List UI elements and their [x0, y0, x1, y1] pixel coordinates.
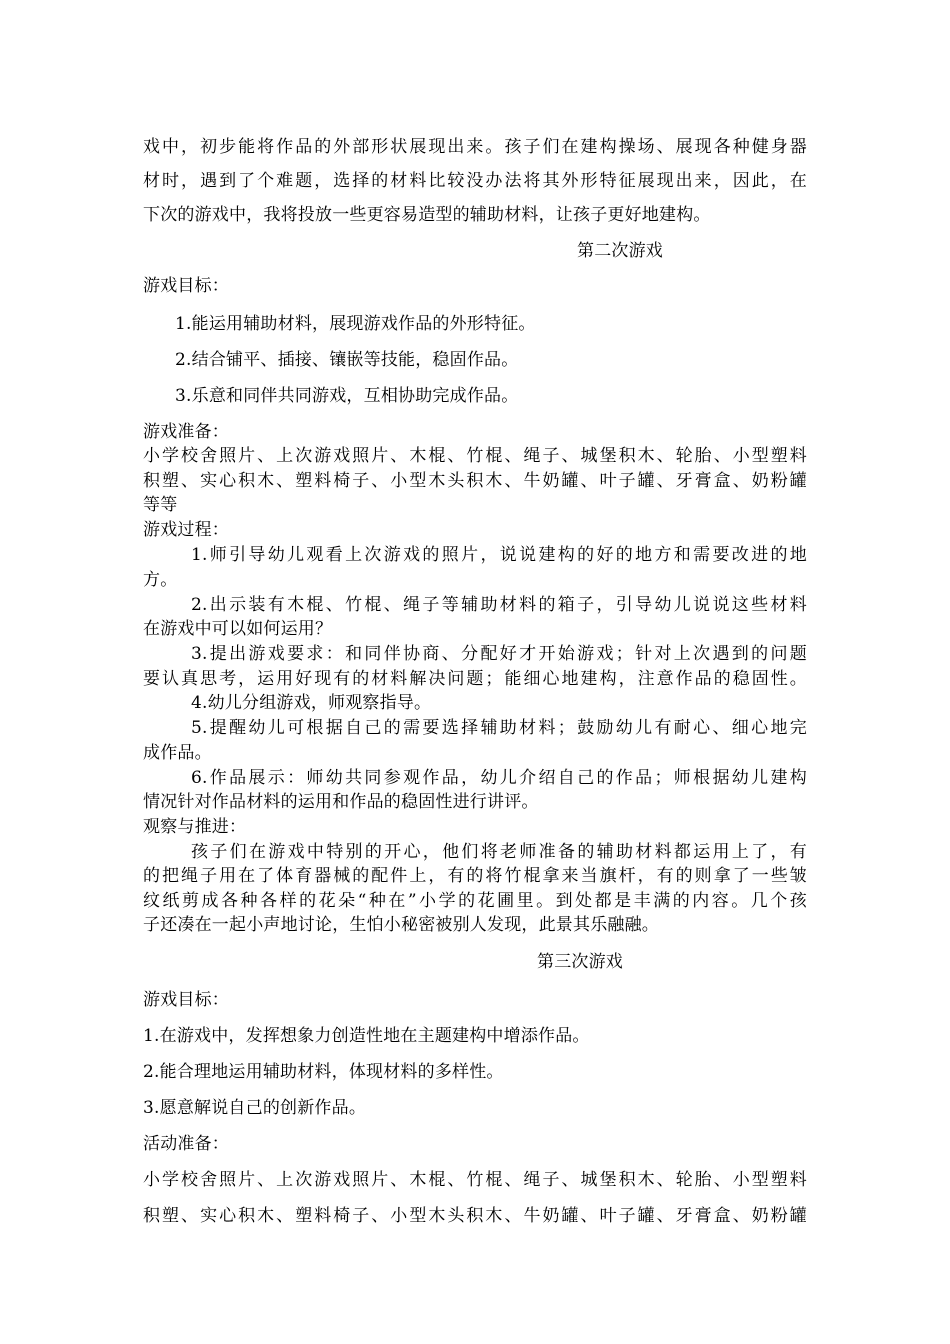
list-item: 3.乐意和同伴共同游戏，互相协助完成作品。 — [175, 386, 519, 406]
paragraph-line: 的把绳子用在了体育器械的配件上，有的将竹棍拿来当旗杆，有的则拿了一些皱 — [143, 866, 807, 886]
paragraph-line: 孩子们在游戏中特别的开心，他们将老师准备的辅助材料都运用上了，有 — [191, 842, 807, 862]
list-item: 2.能合理地运用辅助材料，体现材料的多样性。 — [143, 1062, 504, 1082]
section-label: 活动准备： — [143, 1134, 229, 1154]
paragraph-line: 下次的游戏中，我将投放一些更容易造型的辅助材料，让孩子更好地建构。 — [143, 205, 711, 225]
paragraph-line: 戏中，初步能将作品的外部形状展现出来。孩子们在建构操场、展现各种健身器 — [143, 137, 807, 157]
paragraph-line: 3.提出游戏要求：和同伴协商、分配好才开始游戏；针对上次遇到的问题 — [191, 644, 807, 664]
paragraph-line: 材时，遇到了个难题，选择的材料比较没办法将其外形特征展现出来，因此，在 — [143, 171, 807, 191]
paragraph-line: 纹纸剪成各种各样的花朵“种在”小学的花圃里。到处都是丰满的内容。几个孩 — [143, 891, 807, 911]
paragraph-line: 情况针对作品材料的运用和作品的稳固性进行讲评。 — [143, 792, 539, 812]
list-item: 3.愿意解说自己的创新作品。 — [143, 1098, 367, 1118]
paragraph-line: 积塑、实心积木、塑料椅子、小型木头积木、牛奶罐、叶子罐、牙膏盒、奶粉罐 — [143, 1206, 807, 1226]
section-label: 观察与推进： — [143, 817, 247, 837]
paragraph-line: 要认真思考，运用好现有的材料解决问题；能细心地建构，注意作品的稳固性。 — [143, 669, 807, 689]
paragraph-line: 积塑、实心积木、塑料椅子、小型木头积木、牛奶罐、叶子罐、牙膏盒、奶粉罐 — [143, 471, 807, 491]
list-item: 1.能运用辅助材料，展现游戏作品的外形特征。 — [175, 314, 536, 334]
section-label: 游戏准备： — [143, 422, 229, 442]
paragraph-line: 在游戏中可以如何运用？ — [143, 619, 333, 639]
paragraph-line: 1.师引导幼儿观看上次游戏的照片，说说建构的好的地方和需要改进的地 — [191, 545, 807, 565]
paragraph-line: 子还凑在一起小声地讨论，生怕小秘密被别人发现，此景其乐融融。 — [143, 915, 659, 935]
section-label: 游戏目标： — [143, 990, 229, 1010]
section-label: 游戏过程： — [143, 520, 229, 540]
paragraph-line: 小学校舍照片、上次游戏照片、木棍、竹棍、绳子、城堡积木、轮胎、小型塑料 — [143, 1170, 807, 1190]
paragraph-line: 成作品。 — [143, 743, 212, 763]
section-heading: 第二次游戏 — [577, 241, 663, 261]
list-item: 1.在游戏中，发挥想象力创造性地在主题建构中增添作品。 — [143, 1026, 590, 1046]
section-label: 游戏目标： — [143, 276, 229, 296]
paragraph-line: 方。 — [143, 570, 178, 590]
paragraph-line: 2.出示装有木棍、竹棍、绳子等辅助材料的箱子，引导幼儿说说这些材料 — [191, 595, 807, 615]
list-item: 2.结合铺平、插接、镶嵌等技能，稳固作品。 — [175, 350, 519, 370]
paragraph-line: 等等 — [143, 495, 178, 515]
paragraph-line: 小学校舍照片、上次游戏照片、木棍、竹棍、绳子、城堡积木、轮胎、小型塑料 — [143, 446, 807, 466]
paragraph-line: 6.作品展示：师幼共同参观作品，幼儿介绍自己的作品；师根据幼儿建构 — [191, 768, 807, 788]
paragraph-line: 5.提醒幼儿可根据自己的需要选择辅助材料；鼓励幼儿有耐心、细心地完 — [191, 718, 807, 738]
section-heading: 第三次游戏 — [537, 952, 623, 972]
paragraph-line: 4.幼儿分组游戏，师观察指导。 — [191, 693, 432, 713]
